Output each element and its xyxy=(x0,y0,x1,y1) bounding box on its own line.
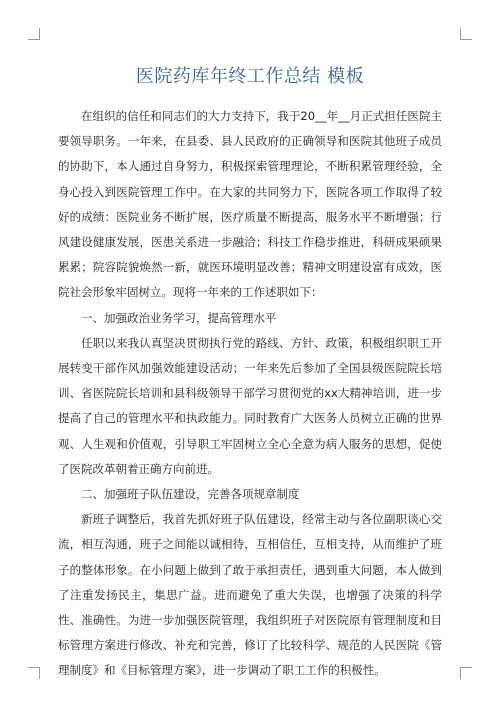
page-corner-mark-bottom-right xyxy=(460,667,472,679)
paragraph-section-2: 新班子调整后，我首先抓好班子队伍建设，经常主动与各位副职谈心交流，相互沟通，班子之间能以诚相待，互相信任，互相支持，从而维护了班子的整体形象。在小问题上做到了敢于承担责任，遇到重大问题，本人做到了注重发扬民主，集思广益。进而避免了重大失误，也增强了决策的科学性、准确性。为进一步加强医院管理，我组织班子对医院原有管理制度和目标管理方案进行修改、补充和完善，修订了比较科学、规范的人民医院《管理制度》和《目标管理方案》，进一步调动了职工工作的积极性。 xyxy=(58,512,442,678)
page-corner-mark-top-left xyxy=(28,28,40,40)
page-corner-mark-bottom-left xyxy=(28,667,40,679)
document-title: 医院药库年终工作总结 模板 xyxy=(135,66,365,87)
section-heading-1: 一、加强政治业务学习，提高管理水平 xyxy=(81,310,277,325)
paragraph-section-1: 任职以来我认真坚决贯彻执行党的路线、方针、政策，积极组织职工开展转变干部作风加强效能建设活动；一年来先后参加了全国县级医院院长培训、省医院院长培训和县科级领导干部学习贯彻党的xx大精神培训，进一步提高了自己的管理水平和执政能力。同时教育广大医务人员树立正确的世界观、人生观和价值观，引导职工牢固树立全心全意为病人服务的思想，促使了医院改革朝着正确方向前进。 xyxy=(58,335,442,476)
page-corner-mark-top-right xyxy=(460,28,472,40)
document-body xyxy=(58,104,442,684)
paragraph-intro: 在组织的信任和同志们的大力支持下，我于20__年__月正式担任医院主要领导职务。一年来，在县委、县人民政府的正确领导和医院其他班子成员的协助下，本人通过自身努力，积极探索管理理论，不断积累管理经验，全身心投入到医院管理工作中。在大家的共同努力下，医院各项工作取得了较好的成绩：医院业务不断扩展，医疗质量不断提高，服务水平不断增强；行风建设健康发展，医患关系进一步融洽；科技工作稳步推进，科研成果硕果累累；院容院貌焕然一新，就医环境明显改善；精神文明建设富有成效，医院社会形象牢固树立。现将一年来的工作述职如下： xyxy=(58,109,442,300)
section-heading-2: 二、加强班子队伍建设，完善各项规章制度 xyxy=(81,487,300,502)
